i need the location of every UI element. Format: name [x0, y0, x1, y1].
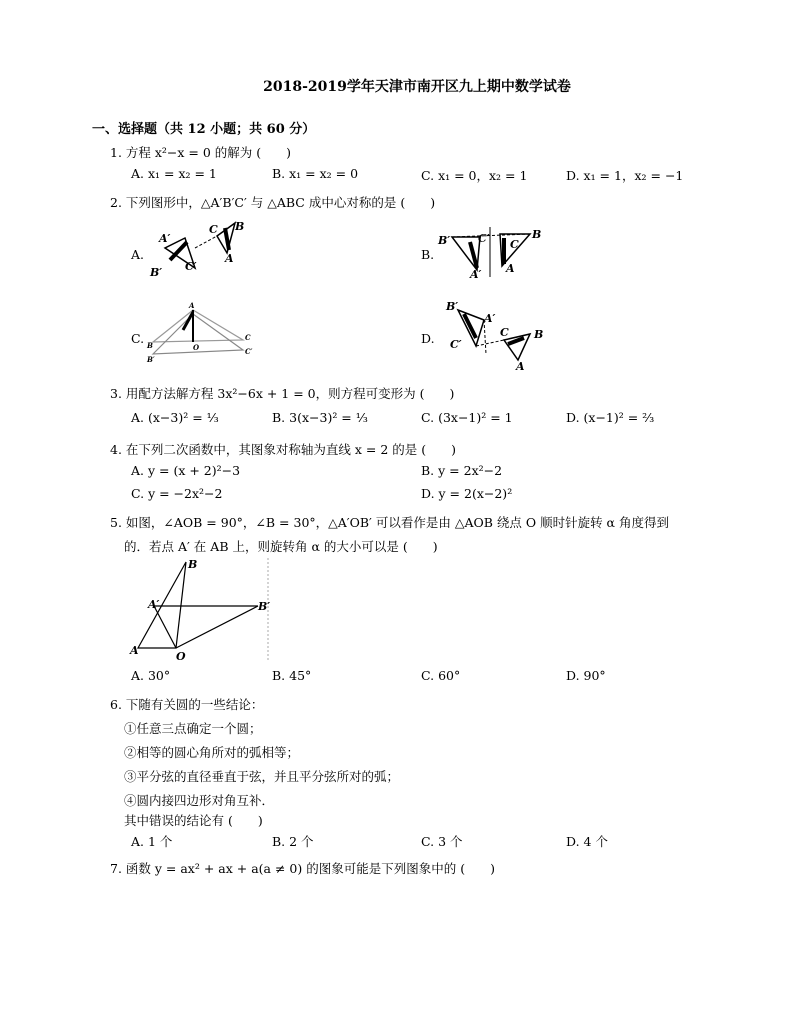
question-3-stem: 3. 用配方法解方程 3x²−6x + 1 = 0，则方程可变形为 ( ) [110, 386, 455, 401]
question-2-stem: 2. 下列图形中，△A′B′C′ 与 △ABC 成中心对称的是 ( ) [110, 195, 436, 210]
svg-text:B: B [188, 558, 198, 571]
svg-text:B: B [235, 220, 245, 233]
svg-text:O: O [193, 343, 200, 352]
q4-option-a: A. y = (x + 2)²−3 [131, 463, 241, 478]
svg-text:C′: C′ [450, 338, 462, 351]
svg-text:A′: A′ [470, 268, 482, 281]
question-6-stem: 6. 下随有关圆的一些结论： [110, 697, 264, 712]
svg-text:B: B [147, 341, 153, 350]
figure-5 [128, 556, 278, 664]
q5-option-b: B. 45° [272, 668, 312, 683]
svg-text:A: A [130, 644, 139, 657]
q2-option-b: B. [421, 247, 435, 262]
svg-text:B′: B′ [446, 300, 459, 313]
svg-text:O: O [176, 650, 186, 663]
svg-text:B: B [534, 328, 544, 341]
q5-option-c: C. 60° [421, 668, 461, 683]
svg-text:C′: C′ [185, 260, 197, 273]
q6-option-d: D. 4 个 [566, 834, 608, 849]
svg-text:A′: A′ [159, 232, 171, 245]
q6-item-3: ③平分弦的直径垂直于弦，并且平分弦所对的弧； [124, 769, 400, 784]
q1-option-b: B. x₁ = x₂ = 0 [272, 166, 359, 181]
q6-item-1: ①任意三点确定一个圆； [124, 721, 262, 736]
figure-2d [436, 298, 551, 370]
svg-text:A′: A′ [148, 598, 160, 611]
figure-2b [432, 222, 552, 282]
q5-option-a: A. 30° [131, 668, 171, 683]
svg-text:B′: B′ [258, 600, 271, 613]
svg-text:C′: C′ [245, 347, 253, 356]
svg-text:B′: B′ [150, 266, 163, 279]
q2-option-a: A. [131, 247, 145, 262]
q3-option-d: D. (x−1)² = ⅔ [566, 410, 655, 425]
q6-option-a: A. 1 个 [131, 834, 173, 849]
figure-2c [145, 300, 260, 370]
q2-option-c: C. [131, 331, 145, 346]
question-4-stem: 4. 在下列二次函数中，其图象对称轴为直线 x = 2 的是 ( ) [110, 442, 456, 457]
svg-text:B′: B′ [438, 234, 451, 247]
q3-option-b: B. 3(x−3)² = ⅓ [272, 410, 368, 425]
question-5-stem-line2: 的．若点 A′ 在 AB 上，则旋转角 α 的大小可以是 ( ) [124, 539, 438, 554]
svg-text:C: C [245, 333, 251, 342]
svg-text:A: A [506, 262, 515, 275]
question-1-stem: 1. 方程 x²−x = 0 的解为 ( ) [110, 145, 292, 160]
q1-option-a: A. x₁ = x₂ = 1 [131, 166, 217, 181]
q6-option-b: B. 2 个 [272, 834, 314, 849]
svg-text:C: C [500, 326, 509, 339]
svg-text:A: A [189, 301, 195, 310]
page-title: 2018-2019学年天津市南开区九上期中数学试卷 [263, 79, 571, 95]
q5-option-d: D. 90° [566, 668, 606, 683]
svg-text:C′: C′ [478, 232, 490, 245]
svg-text:B′: B′ [147, 355, 155, 364]
q6-option-c: C. 3 个 [421, 834, 463, 849]
q6-question: 其中错误的结论有 ( ) [124, 813, 263, 828]
q4-option-d: D. y = 2(x−2)² [421, 486, 513, 501]
question-5-stem-line1: 5. 如图，∠AOB = 90°，∠B = 30°，△A′OB′ 可以看作是由 △AOB 绕点 O 顺时针旋转 α 角度得到 [110, 515, 669, 530]
q6-item-4: ④圆内接四边形对角互补． [124, 793, 275, 808]
question-7-stem: 7. 函数 y = ax² + ax + a(a ≠ 0) 的图象可能是下列图象中的 ( ) [110, 861, 495, 876]
svg-text:A: A [225, 252, 234, 265]
q1-option-d: D. x₁ = 1，x₂ = −1 [566, 168, 684, 183]
svg-text:A: A [516, 360, 525, 370]
q4-option-c: C. y = −2x²−2 [131, 486, 223, 501]
svg-text:C: C [209, 223, 218, 236]
svg-text:A′: A′ [484, 312, 496, 325]
q3-option-c: C. (3x−1)² = 1 [421, 410, 513, 425]
q1-option-c: C. x₁ = 0，x₂ = 1 [421, 168, 528, 183]
q4-option-b: B. y = 2x²−2 [421, 463, 503, 478]
section-heading: 一、选择题（共 12 小题；共 60 分） [92, 122, 316, 137]
q3-option-a: A. (x−3)² = ⅓ [131, 410, 219, 425]
q2-option-d: D. [421, 331, 435, 346]
q6-item-2: ②相等的圆心角所对的弧相等； [124, 745, 300, 760]
figure-2a [145, 218, 255, 283]
svg-text:B: B [532, 228, 542, 241]
svg-text:C: C [510, 238, 519, 251]
